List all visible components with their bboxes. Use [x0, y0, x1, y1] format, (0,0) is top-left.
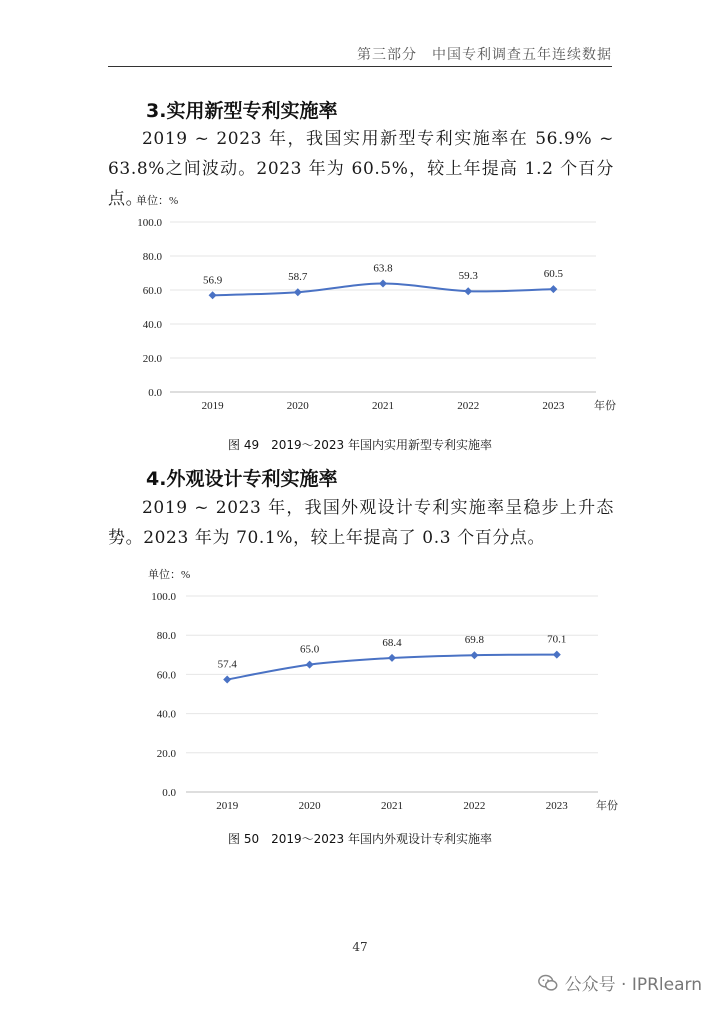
data-label: 65.0 [299, 643, 320, 656]
chart-design-svg [108, 564, 628, 814]
data-point [209, 291, 217, 299]
data-label: 58.7 [288, 271, 308, 284]
x-tick-label: 2022 [463, 800, 486, 812]
data-point [388, 654, 396, 662]
running-header: 第三部分 中国专利调查五年连续数据 [357, 47, 612, 63]
chart-utility-model [108, 190, 616, 420]
x-tick-label: 2021 [381, 800, 403, 812]
y-tick-label: 20.0 [156, 747, 176, 760]
section-title-design: 4.外观设计专利实施率 [146, 468, 338, 490]
data-label: 59.3 [458, 270, 478, 283]
figure-caption-50: 图 50 2019～2023 年国内外观设计专利实施率 [228, 832, 492, 846]
y-tick-label: 60.0 [156, 669, 176, 682]
x-axis-unit: 年份 [594, 400, 616, 412]
data-label: 63.8 [373, 262, 393, 275]
x-axis-unit: 年份 [596, 800, 618, 812]
data-point [223, 675, 231, 683]
chart-utility-model-svg [108, 190, 616, 420]
data-point [553, 651, 561, 659]
chart-design [108, 564, 628, 814]
watermark-text: 公众号 · IPRlearn [564, 975, 702, 995]
x-tick-label: 2021 [372, 400, 394, 412]
x-tick-label: 2023 [545, 800, 568, 812]
wechat-icon [537, 972, 559, 994]
data-label: 69.8 [464, 634, 485, 647]
y-tick-label: 40.0 [156, 708, 176, 721]
y-tick-label: 80.0 [142, 251, 162, 263]
x-tick-label: 2019 [201, 400, 224, 412]
x-tick-label: 2022 [457, 400, 480, 412]
y-tick-label: 80.0 [156, 630, 176, 643]
x-tick-label: 2020 [286, 400, 309, 412]
y-tick-label: 60.0 [142, 285, 162, 297]
data-label: 70.1 [547, 633, 567, 646]
unit-label: 单位：% [136, 195, 179, 207]
y-tick-label: 40.0 [142, 319, 162, 331]
data-label: 68.4 [382, 636, 402, 649]
unit-label: 单位：% [148, 569, 191, 581]
y-tick-label: 100.0 [137, 217, 162, 229]
data-label: 56.9 [202, 274, 223, 287]
x-tick-label: 2019 [216, 800, 239, 812]
y-tick-label: 0.0 [162, 787, 176, 799]
header-rule [108, 66, 612, 67]
section-title-utility-model: 3.实用新型专利实施率 [146, 100, 338, 122]
data-point [379, 280, 387, 288]
data-label: 60.5 [543, 268, 564, 281]
paragraph-utility-model: 2019 ~ 2023 年，我国实用新型专利实施率在 56.9% ~ 63.8%之间波动。2023 年为 60.5%，较上年提高 1.2 个百分点。 [108, 129, 614, 209]
x-tick-label: 2023 [542, 400, 565, 412]
x-tick-label: 2020 [298, 800, 321, 812]
data-point [306, 661, 314, 669]
y-tick-label: 100.0 [151, 591, 176, 603]
paragraph-design: 2019 ~ 2023 年，我国外观设计专利实施率呈稳步上升态势。2023 年为 70.1%，较上年提高了 0.3 个百分点。 [108, 498, 614, 548]
data-point [464, 287, 472, 295]
data-label: 57.4 [217, 658, 237, 671]
figure-caption-49: 图 49 2019～2023 年国内实用新型专利实施率 [228, 438, 492, 452]
data-point [549, 285, 557, 293]
watermark [537, 970, 702, 995]
data-point [470, 651, 478, 659]
data-point [294, 288, 302, 296]
y-tick-label: 0.0 [148, 387, 162, 399]
page-number: 47 [352, 940, 368, 954]
y-tick-label: 20.0 [142, 353, 162, 365]
